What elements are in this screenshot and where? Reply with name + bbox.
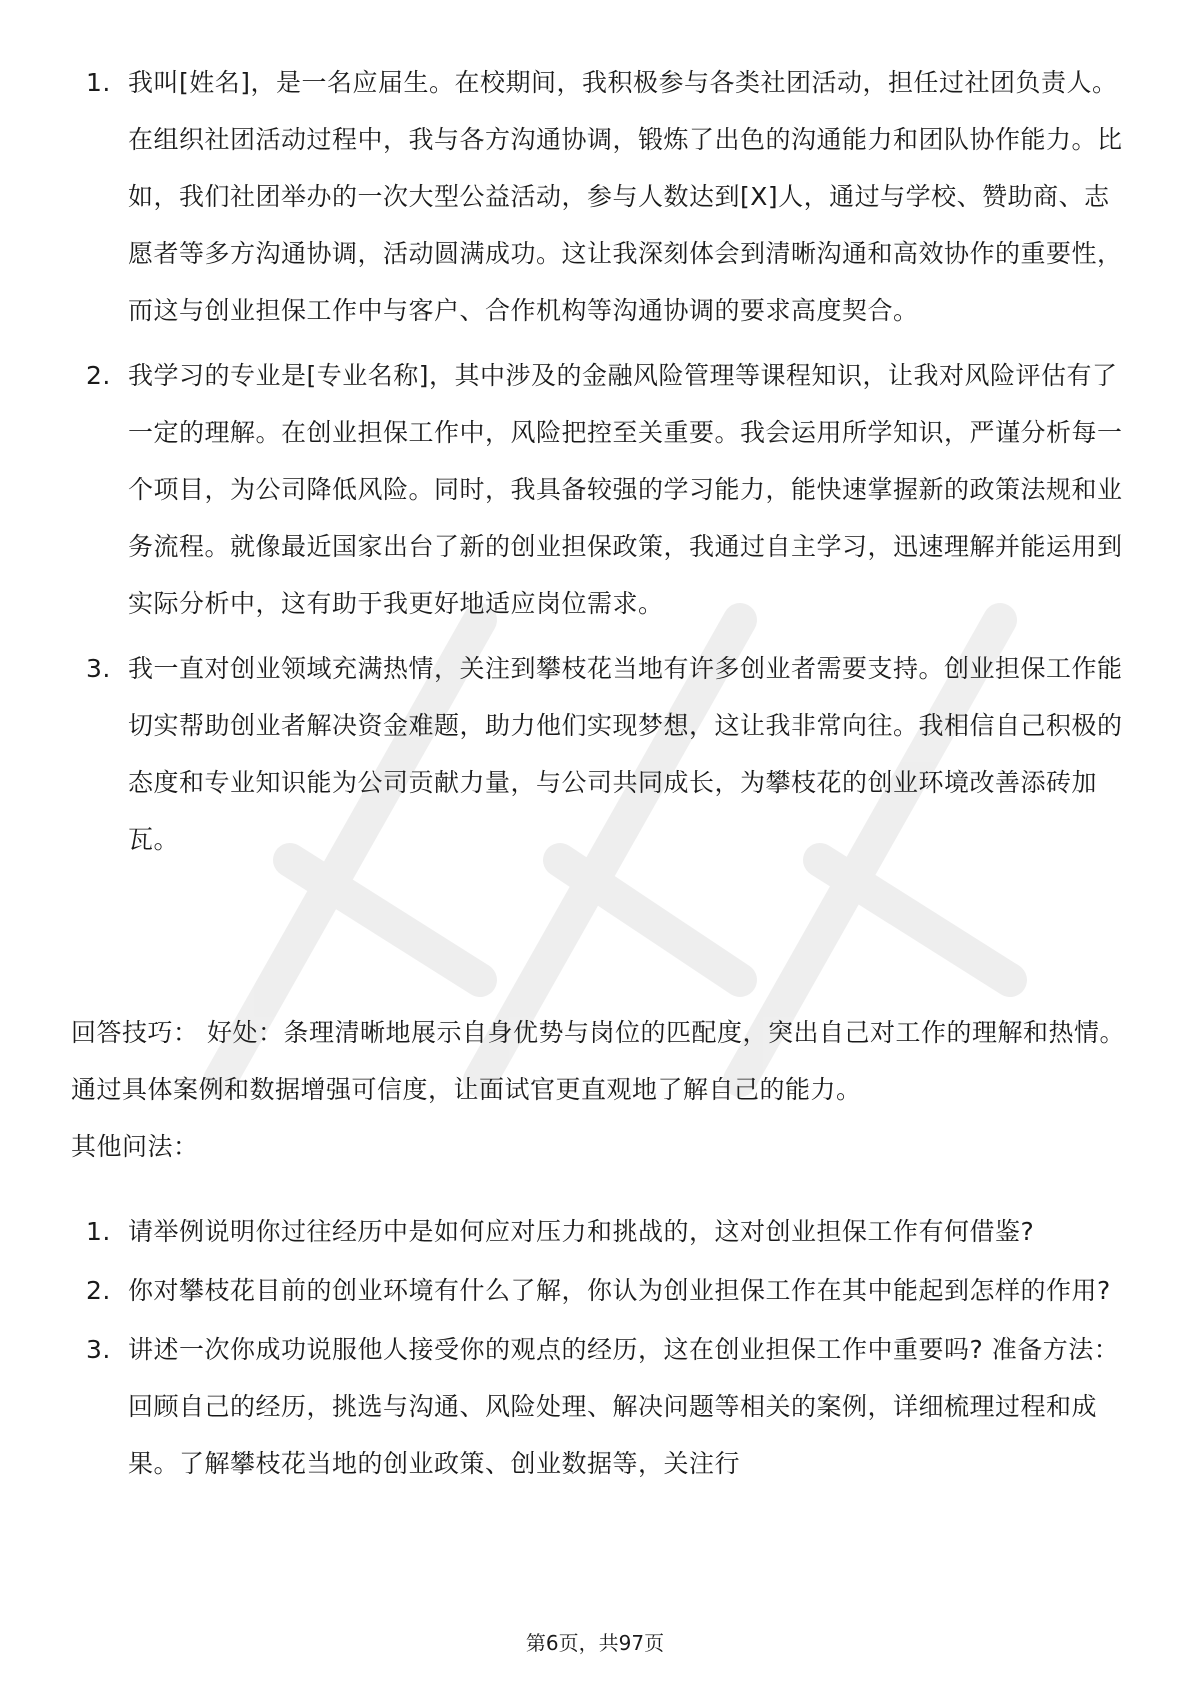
list-item-number: 3. xyxy=(86,654,111,683)
list-item-text: 我学习的专业是[专业名称]，其中涉及的金融风险管理等课程知识，让我对风险评估有了一定的理解。在创业担保工作中，风险把控至关重要。我会运用所学知识，严谨分析每一个项目，为公司降低风险。同时，我具备较强的学习能力，能快速掌握新的政策法规和业务流程。就像最近国家出台了新的创业担保政策，我通过自主学习，迅速理解并能运用到实际分析中，这有助于我更好地适应岗位需求。 xyxy=(128,361,1123,618)
list-item-text: 我一直对创业领域充满热情，关注到攀枝花当地有许多创业者需要支持。创业担保工作能切实帮助创业者解决资金难题，助力他们实现梦想，这让我非常向往。我相信自己积极的态度和专业知识能为公司贡献力量，与公司共同成长，为攀枝花的创业环境改善添砖加瓦。 xyxy=(128,654,1123,854)
other-questions-heading: 其他问法： xyxy=(71,1132,199,1161)
answer-tips-paragraph: 回答技巧： 好处：条理清晰地展示自身优势与岗位的匹配度，突出自己对工作的理解和热情。通过具体案例和数据增强可信度，让面试官更直观地了解自己的能力。 xyxy=(71,1018,1125,1104)
list-item-text: 讲述一次你成功说服他人接受你的观点的经历，这在创业担保工作中重要吗? 准备方法：回顾自己的经历，挑选与沟通、风险处理、解决问题等相关的案例，详细梳理过程和成果。了解攀枝花当地的创业政策、创业数据等，关注行 xyxy=(128,1335,1120,1478)
other-questions-list xyxy=(86,1203,1126,1492)
list-item xyxy=(86,54,1126,339)
list-item-number: 1. xyxy=(86,68,111,97)
list-item xyxy=(86,1321,1126,1492)
answer-list xyxy=(86,54,1126,868)
list-item xyxy=(86,1203,1126,1260)
list-item-number: 2. xyxy=(86,361,111,390)
list-item-text: 你对攀枝花目前的创业环境有什么了解，你认为创业担保工作在其中能起到怎样的作用? xyxy=(128,1276,1111,1305)
list-item-number: 2. xyxy=(86,1276,111,1305)
list-item xyxy=(86,640,1126,868)
list-item-text: 我叫[姓名]，是一名应届生。在校期间，我积极参与各类社团活动，担任过社团负责人。在组织社团活动过程中，我与各方沟通协调，锻炼了出色的沟通能力和团队协作能力。比如，我们社团举办的一次大型公益活动，参与人数达到[X]人，通过与学校、赞助商、志愿者等多方沟通协调，活动圆满成功。这让我深刻体会到清晰沟通和高效协作的重要性，而这与创业担保工作中与客户、合作机构等沟通协调的要求高度契合。 xyxy=(128,68,1123,325)
list-item xyxy=(86,1262,1126,1319)
list-item-text: 请举例说明你过往经历中是如何应对压力和挑战的，这对创业担保工作有何借鉴? xyxy=(128,1217,1035,1246)
list-item xyxy=(86,347,1126,632)
list-item-number: 1. xyxy=(86,1217,111,1246)
list-item-number: 3. xyxy=(86,1335,111,1364)
page-number-footer: 第6页，共97页 xyxy=(525,1631,665,1655)
